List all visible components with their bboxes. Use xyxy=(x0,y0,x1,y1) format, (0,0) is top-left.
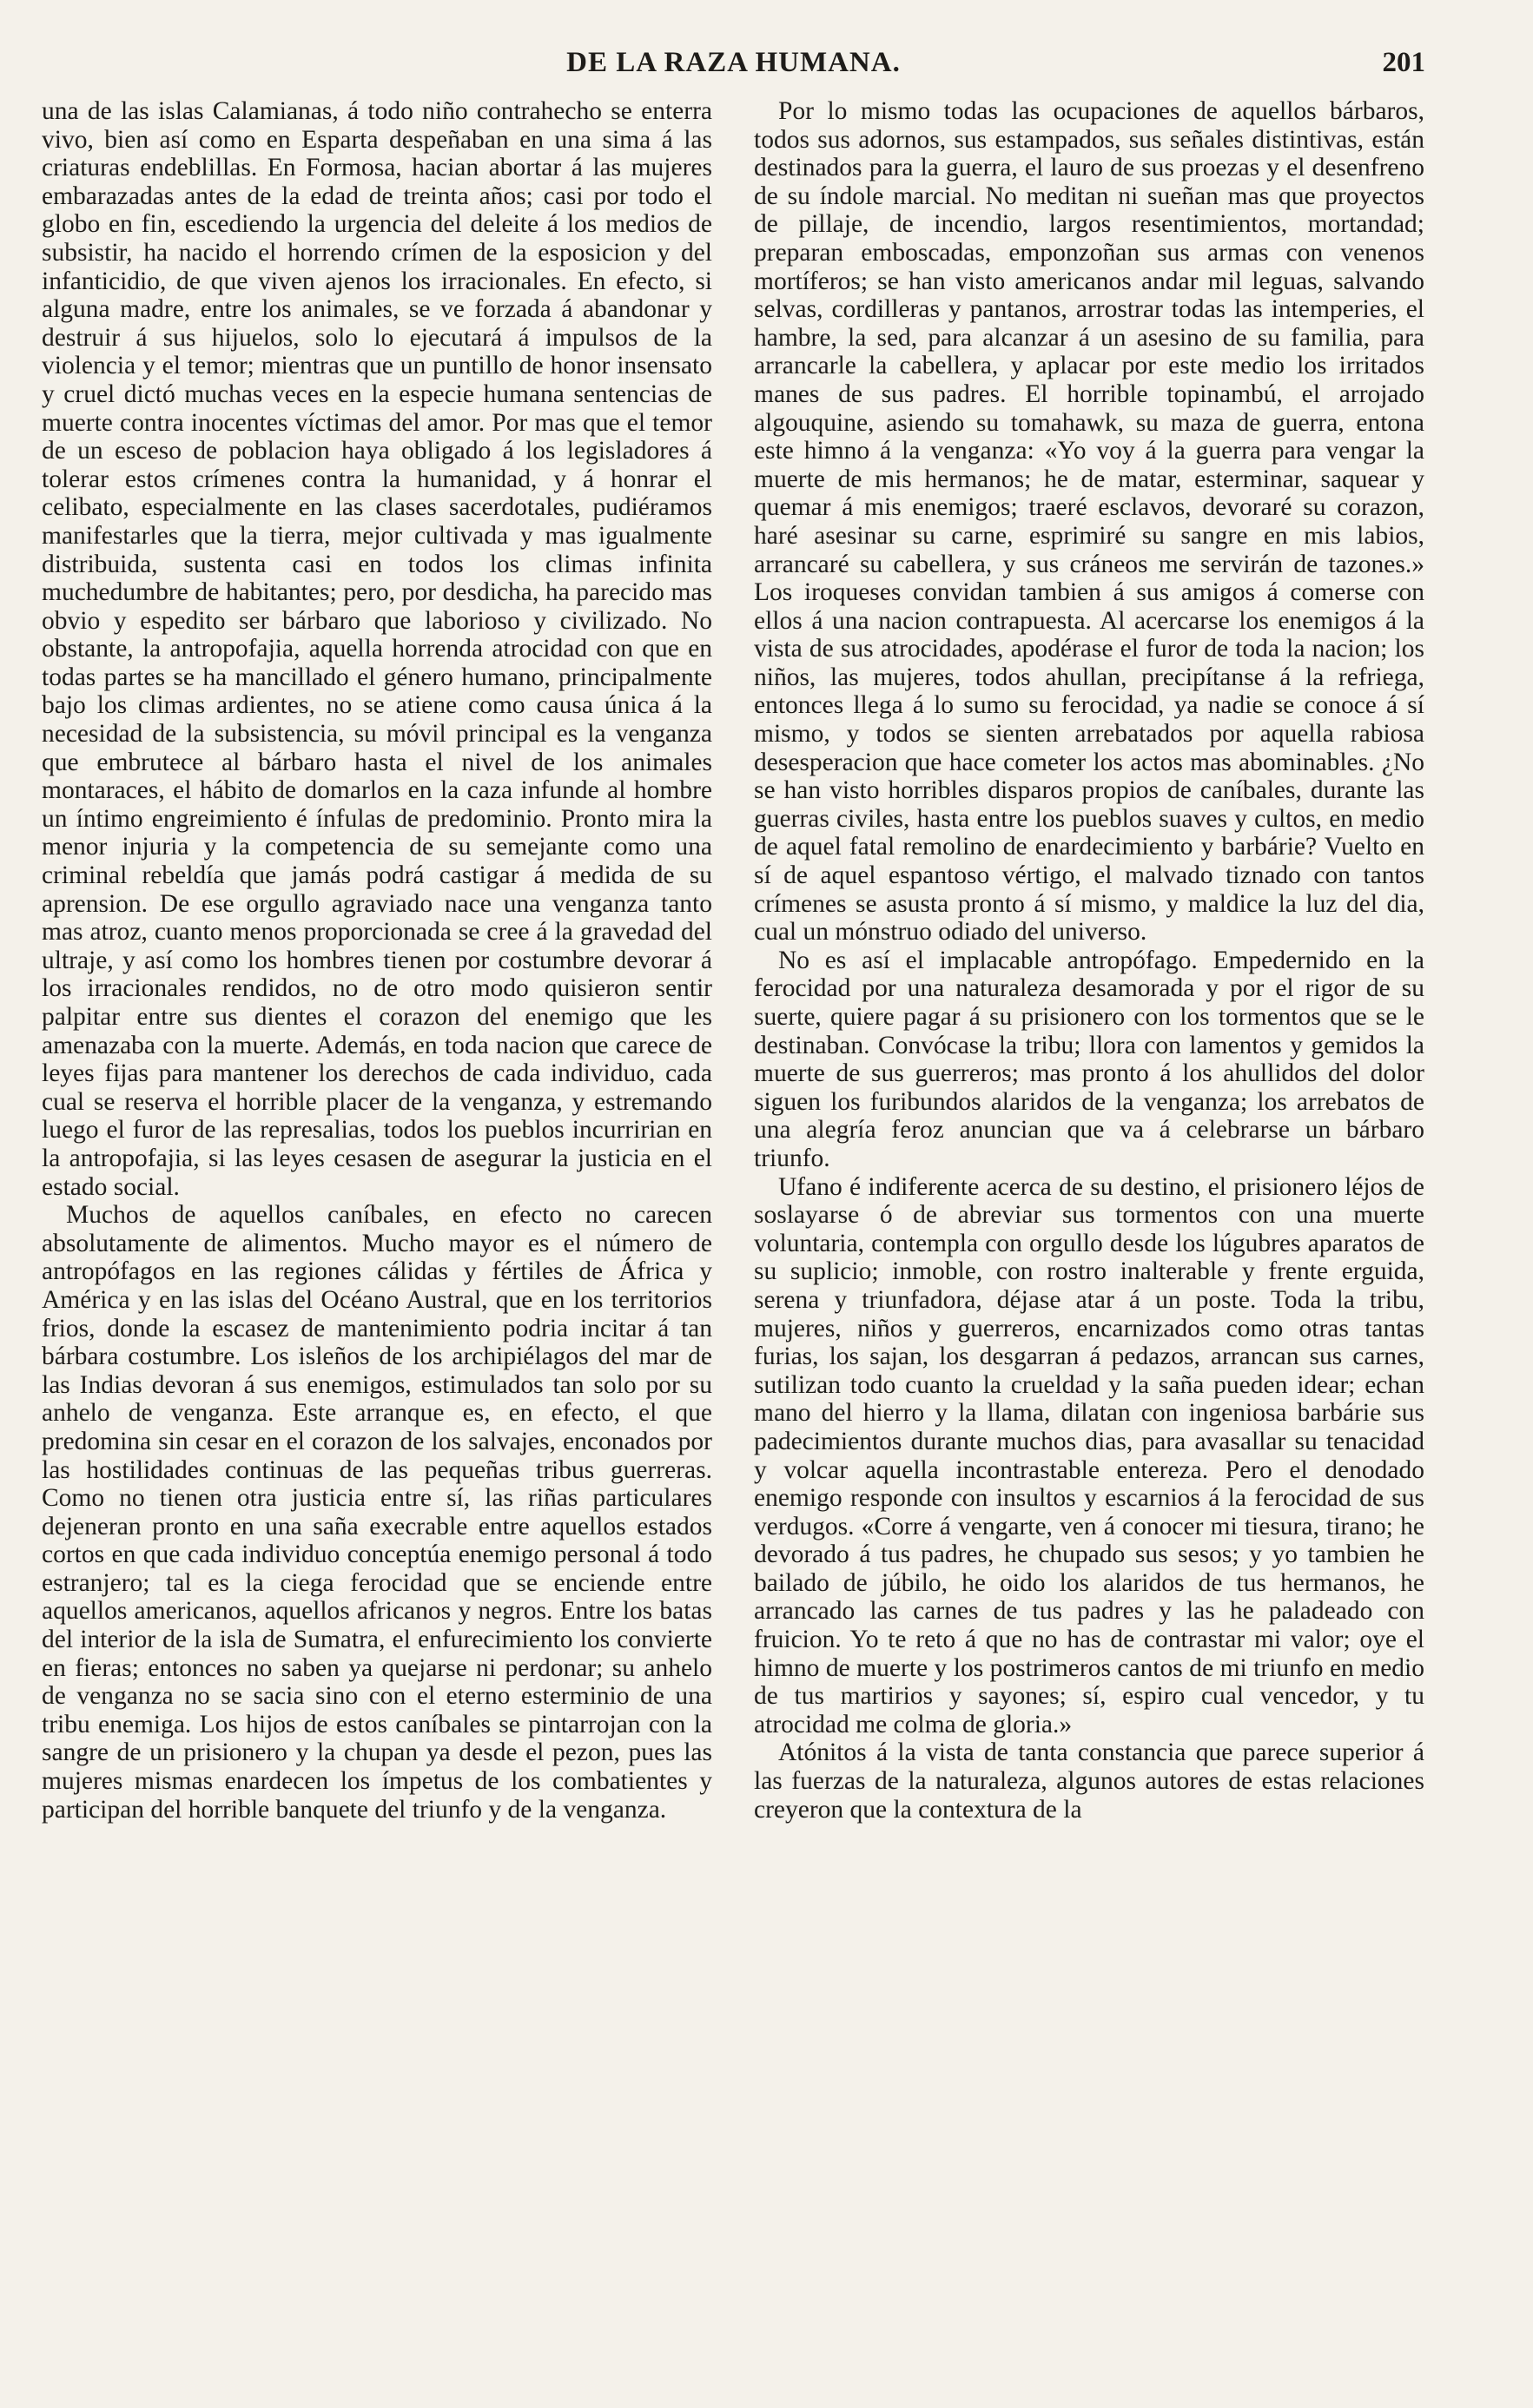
paragraph: Muchos de aquellos caníbales, en efecto no carecen absolutamente de alimentos. Mucho mayor es el número de antropófagos en las regiones cálidas y fértiles de África y América y en las islas del Océano Austral, que en los territorios frios, donde la escasez de mantenimiento podria incitar á tan bárbara costumbre. Los isleños de los archipiélagos del mar de las Indias devoran á sus enemigos, estimulados tan solo por su anhelo de venganza. Este arranque es, en efecto, el que predomina sin cesar en el corazon de los salvajes, enconados por las hostilidades continuas de las pequeñas tribus guerreras. Como no tienen otra justicia entre sí, las riñas particulares dejeneran pronto en una saña execrable entre aquellos estados cortos en que cada individuo conceptúa enemigo personal á todo estranjero; tal es la ciega ferocidad que se enciende entre aquellos americanos, aquellos africanos y negros. Entre los batas del interior de la isla de Sumatra, el enfurecimiento los convierte en fieras; entonces no saben ya quejarse ni perdonar; su anhelo de venganza no se sacia sino con el eterno esterminio de una tribu enemiga. Los hijos de estos caníbales se pintarrojan con la sangre de un prisionero y la chupan ya desde el pezon, pues las mujeres mismas enardecen los ímpetus de los combatientes y participan del horrible banquete del triunfo y de la venganza. xyxy=(42,1201,712,1824)
paragraph: No es así el implacable antropófago. Empedernido en la ferocidad por una naturaleza desamorada y por el rigor de su suerte, quiere pagar á su prisionero con los tormentos que se le destinaban. Convócase la tribu; llora con lamentos y gemidos la muerte de sus guerreros; mas pronto á los ahullidos del dolor siguen los furibundos alaridos de la venganza; los arrebatos de una alegría feroz anuncian que va á celebrarse un bárbaro triunfo. xyxy=(754,946,1424,1172)
paragraph: Ufano é indiferente acerca de su destino, el prisionero léjos de soslayarse ó de abreviar sus tormentos con una muerte voluntaria, contempla con orgullo desde los lúgubres aparatos de su suplicio; inmoble, con rostro inalterable y frente erguida, serena y triunfadora, déjase atar á un poste. Toda la tribu, mujeres, niños y guerreros, encarnizados como otras tantas furias, los sajan, los desgarran á pedazos, arrancan sus carnes, sutilizan todo cuanto la crueldad y la saña pueden idear; echan mano del hierro y la llama, dilatan con ingeniosa barbárie sus padecimientos durante muchos dias, para avasallar su tenacidad y volcar aquella incontrastable entereza. Pero el denodado enemigo responde con insultos y escarnios á la ferocidad de sus verdugos. «Corre á vengarte, ven á conocer mi tiesura, tirano; he devorado á tus padres, he chupado sus sesos; y yo tambien he bailado de júbilo, he oido los alaridos de tus hermanos, he arrancado las carnes de tus padres y las he paladeado con fruicion. Yo te reto á que no has de contrastar mi valor; oye el himno de muerte y los postrimeros cantos de mi triunfo en medio de tus martirios y sayones; sí, espiro cual vencedor, y tu atrocidad me colma de gloria.» xyxy=(754,1172,1424,1738)
paragraph: Por lo mismo todas las ocupaciones de aquellos bárbaros, todos sus adornos, sus estampados, sus señales distintivas, están destinados para la guerra, el lauro de sus proezas y el desenfreno de su índole marcial. No meditan ni sueñan mas que proyectos de pillaje, de incendio, largos resentimientos, mortandad; preparan emboscadas, emponzoñan sus armas con venenos mortíferos; se han visto americanos andar mil leguas, salvando selvas, cordilleras y pantanos, arrostrar todas las intemperies, el hambre, la sed, para alcanzar á un asesino de su familia, para arrancarle la cabellera, y aplacar por este medio los irritados manes de sus padres. El horrible topinambú, el arrojado algouquine, asiendo su tomahawk, su maza de guerra, entona este himno á la venganza: «Yo voy á la guerra para vengar la muerte de mis hermanos; he de matar, esterminar, saquear y quemar á mis enemigos; traeré esclavos, devoraré su corazon, haré asesinar su carne, esprimiré su sangre en mis labios, arrancaré su cabellera, y sus cráneos me servirán de tazones.» Los iroqueses convidan tambien á sus amigos á comerse con ellos á una nacion contrapuesta. Al acercarse los enemigos á la vista de sus atrocidades, apodérase el furor de toda la nacion; los niños, las mujeres, todos ahullan, precipítanse á la refriega, entonces llega á lo sumo su ferocidad, ya nadie se conoce á sí mismo, y todos se sienten arrebatados por aquella rabiosa desesperacion que hace cometer los actos mas abominables. ¿No se han visto horribles disparos propios de caníbales, durante las guerras civiles, hasta entre los pueblos suaves y cultos, en medio de aquel fatal remolino de enardecimiento y barbárie? Vuelto en sí de aquel espantoso vértigo, el malvado tiznado con tantos crímenes se asusta pronto á sí mismo, y maldice la luz del dia, cual un mónstruo odiado del universo. xyxy=(754,97,1424,947)
page-number: 201 xyxy=(1382,47,1425,78)
paragraph: una de las islas Calamianas, á todo niño contrahecho se enterra vivo, bien así como en Esparta despeñaban en una sima á las criaturas endeblillas. En Formosa, hacian abortar á las mujeres embarazadas antes de la edad de treinta años; casi por todo el globo en fin, escediendo la urgencia del deleite á los medios de subsistir, ha nacido el horrendo crímen de la esposicion y del infanticidio, de que viven ajenos los irracionales. En efecto, si alguna madre, entre los animales, se ve forzada á abandonar y destruir á sus hijuelos, solo lo ejecutará á impulsos de la violencia y el temor; mientras que un puntillo de honor insensato y cruel dictó muchas veces en la especie humana sentencias de muerte contra inocentes víctimas del amor. Por mas que el temor de un esceso de poblacion haya obligado á los legisladores á tolerar estos crímenes contra la humanidad, y á honrar el celibato, especialmente en las clases sacerdotales, pudiéramos manifestarles que la tierra, mejor cultivada y mas igualmente distribuida, sustenta casi en todos los climas infinita muchedumbre de habitantes; pero, por desdicha, ha parecido mas obvio y espedito ser bárbaro que laborioso y civilizado. No obstante, la antropofajia, aquella horrenda atrocidad con que en todas partes se ha mancillado el género humano, principalmente bajo los climas ardientes, no se atiene como causa única á la necesidad de la subsistencia, su móvil principal es la venganza que embrutece al bárbaro hasta el nivel de los animales montaraces, el hábito de domarlos en la caza infunde al hombre un íntimo engreimiento é ínfulas de predominio. Pronto mira la menor injuria y la competencia de su semejante como una criminal rebeldía que jamás podrá castigar á medida de su aprension. De ese orgullo agraviado nace una venganza tanto mas atroz, cuanto menos proporcionada se cree á la gravedad del ultraje, y así como los hombres tienen por costumbre devorar á los irracionales rendidos, no de otro modo quisieron sentir palpitar entre sus dientes el corazon del enemigo que les amenazaba con la muerte. Además, en toda nacion que carece de leyes fijas para mantener los derechos de cada individuo, cada cual se reserva el horrible placer de la venganza, y estremando luego el furor de las represalias, todos los pueblos incurririan en la antropofajia, si las leyes cesasen de asegurar la justicia en el estado social. xyxy=(42,97,712,1201)
right-column xyxy=(754,97,1424,2320)
running-head: DE LA RAZA HUMANA. xyxy=(566,47,901,78)
left-column xyxy=(42,97,712,2320)
paragraph: Atónitos á la vista de tanta constancia que parece superior á las fuerzas de la naturaleza, algunos autores de estas relaciones creyeron que la contextura de la xyxy=(754,1738,1424,1824)
page-header xyxy=(42,47,1425,82)
